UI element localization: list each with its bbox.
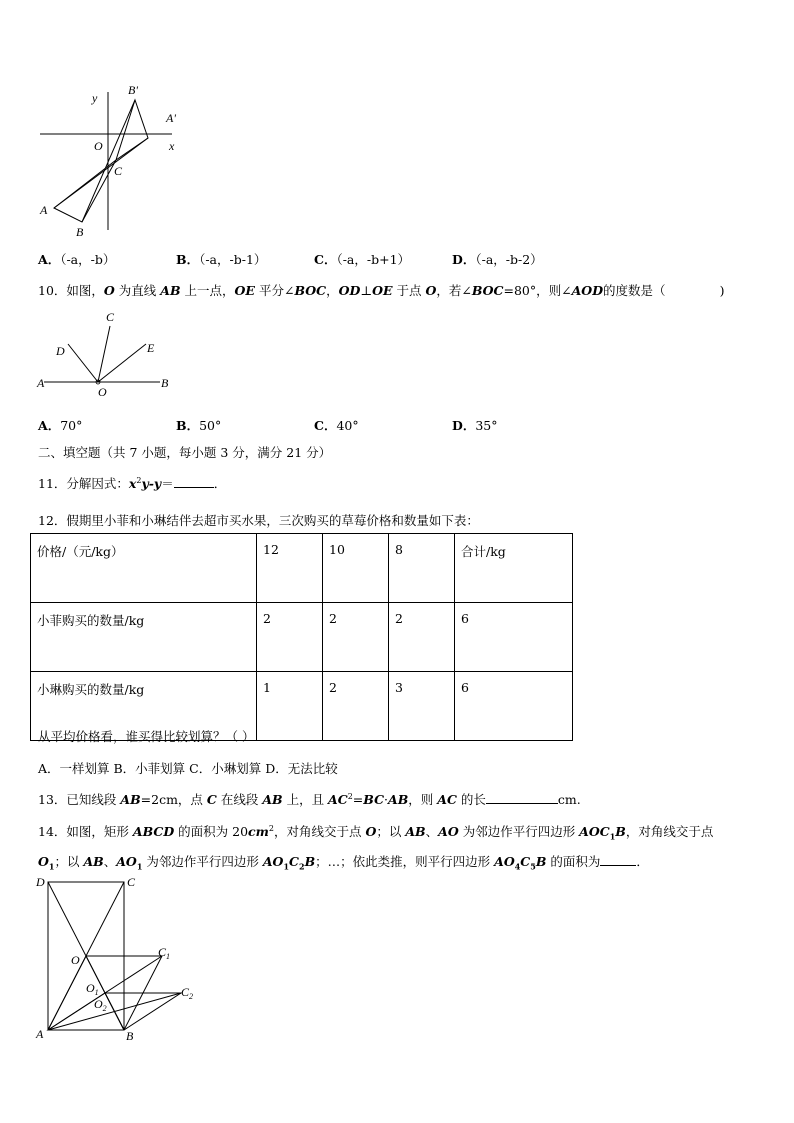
table-cell: 价格/（元/kg） [31,534,257,603]
table-cell: 1 [257,672,323,741]
table-row [31,603,573,672]
table-cell: 2 [389,603,455,672]
table-cell: 3 [389,672,455,741]
label-C: C [106,310,115,324]
section-title: 二、填空题（共 7 小题，每小题 3 分，满分 21 分） [38,445,332,460]
table-cell: 合计/kg [455,534,573,603]
table-cell: 2 [257,603,323,672]
q14-line1: 14．如图，矩形 ABCD 的面积为 $20cm^2$，对角线交于点 O；以 AB、AO 为邻边作平行四边形 $AOC_1B$，对角线交于点 [38,823,714,842]
ray-OD [68,344,98,382]
label-B-prime: B' [128,83,138,97]
label-E: E [147,341,155,355]
q14-figure [30,872,200,1044]
q9-option-c: C．（-a，-b+1） [314,252,411,267]
q10-option-a: A．70° [38,418,83,433]
label-x: x [169,139,175,153]
q11-question: 11．分解因式：$x^2y-y=$ ． [38,475,227,491]
table-row [31,534,573,603]
q10-option-b: B．50° [176,418,222,433]
q12-question: 12．假期里小菲和小琳结伴去超市买水果，三次购买的草莓价格和数量如下表： [38,513,479,528]
label-B: B [161,376,169,390]
q10-figure [30,308,180,400]
table-cell: 2 [323,603,389,672]
triangle-A'B'C [116,100,148,160]
label-O: O [94,139,103,153]
label-O: O [71,953,80,967]
label-C1: $C_1$ [158,945,171,961]
table-cell: 8 [389,534,455,603]
label-B: B [76,225,84,239]
table-cell: 6 [455,672,573,741]
table-cell: 10 [323,534,389,603]
q9-option-a: A．（-a，-b） [38,252,116,267]
q10-question: 10．如图，O 为直线 AB 上一点，OE 平分∠BOC，OD⊥OE 于点 O，若∠BOC=80°，则∠AOD的度数是（ ) [38,283,725,298]
q10-option-d: D．35° [452,418,498,433]
label-O1: $O_1$ [86,981,99,997]
label-y: y [92,91,98,105]
label-C: C [127,875,136,889]
price-table [30,533,573,741]
diagonal-O1B [105,993,124,1030]
q14-line2: $O_1$；以 AB、$AO_1$ 为邻边作平行四边形 $AO_1C_2B$；…；依此类推，则平行四边形 $AO_4C_5B$ 的面积为 ． [38,854,649,872]
q14-answer-blank[interactable] [600,865,636,866]
q13-question: 13．已知线段 AB=2cm，点 C 在线段 AB 上，且 $AC^2=BC\cdot AB$，则 AC 的长 cm. [38,791,581,807]
label-D: D [36,875,45,889]
label-C: C [114,164,123,178]
label-D: D [56,344,65,358]
q9-figure [30,80,190,240]
table-cell: 12 [257,534,323,603]
label-O2: $O_2$ [94,997,107,1013]
q13-answer-blank[interactable] [486,803,558,804]
q11-answer-blank[interactable] [174,487,214,488]
table-cell: 小菲购买的数量/kg [31,603,257,672]
label-A: A [36,1027,44,1041]
label-A: A [37,376,45,390]
q9-option-b: B．（-a，-b-1） [176,252,267,267]
label-B: B [126,1029,134,1043]
table-cell: 6 [455,603,573,672]
label-O: O [98,385,107,399]
q10-option-c: C．40° [314,418,359,433]
table-cell: 小琳购买的数量/kg [31,672,257,741]
q12-options: A．一样划算 B．小菲划算 C．小琳划算 D．无法比较 [38,761,338,776]
label-C2: $C_2$ [181,985,194,1001]
label-A-prime: A' [166,111,176,125]
table-cell: 2 [323,672,389,741]
label-A: A [40,203,48,217]
q9-option-d: D．（-a，-b-2） [452,252,543,267]
q12-subquestion: 从平均价格看，谁买得比较划算？（ ） [38,729,255,744]
